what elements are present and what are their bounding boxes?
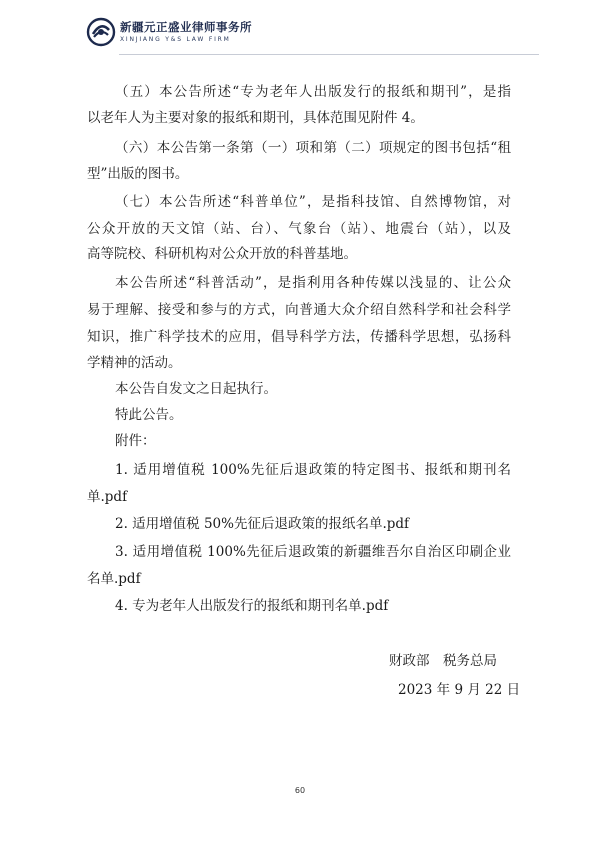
- firm-name-chinese: 新疆元正盛业律师事务所: [120, 20, 252, 34]
- issuing-authorities: 财政部 税务总局: [389, 653, 497, 669]
- header-divider: [119, 54, 539, 55]
- text-line: 以老年人为主要对象的报纸和期刊，具体范围见附件 4。: [87, 110, 424, 126]
- text-line: 本公告所述“科普活动”，是指利用各种传媒以浅显的、让公众: [115, 275, 511, 291]
- text-line: 附件：: [115, 433, 156, 449]
- text-line: （七）本公告所述“科普单位”，是指科技馆、自然博物馆，对: [115, 194, 511, 210]
- text-line: 本公告自发文之日起执行。: [115, 381, 277, 397]
- attachment-item[interactable]: 3. 适用增值税 100%先征后退政策的新疆维吾尔自治区印刷企业: [115, 544, 511, 560]
- letterhead: [86, 14, 526, 54]
- text-line: （五）本公告所述“专为老年人出版发行的报纸和期刊”，是指: [115, 84, 511, 100]
- attachment-item[interactable]: 1. 适用增值税 100%先征后退政策的特定图书、报纸和期刊名: [115, 462, 511, 478]
- page-number: 60: [294, 786, 306, 795]
- issue-date: 2023 年 9 月 22 日: [398, 682, 521, 698]
- firm-name-english: XINJIANG Y&S LAW FIRM: [120, 36, 231, 43]
- attachment-item[interactable]: 2. 适用增值税 50%先征后退政策的报纸名单.pdf: [115, 516, 410, 532]
- text-line: 学精神的活动。: [87, 355, 182, 371]
- text-line: 高等院校、科研机构对公众开放的科普基地。: [87, 246, 357, 262]
- text-line: 型”出版的图书。: [87, 166, 189, 182]
- text-line: 特此公告。: [115, 407, 183, 423]
- law-firm-logo-icon: [86, 17, 116, 47]
- text-line: 易于理解、接受和参与的方式，向普通大众介绍自然科学和社会科学: [87, 302, 511, 318]
- text-line: 公众开放的天文馆（站、台）、气象台（站）、地震台（站），以及: [87, 221, 511, 237]
- text-line: 知识，推广科学技术的应用，倡导科学方法，传播科学思想，弘扬科: [87, 329, 511, 345]
- attachment-item-continued[interactable]: 单.pdf: [87, 489, 128, 505]
- attachment-item-continued[interactable]: 名单.pdf: [87, 571, 141, 587]
- attachment-item[interactable]: 4. 专为老年人出版发行的报纸和期刊名单.pdf: [115, 598, 389, 614]
- text-line: （六）本公告第一条第（一）项和第（二）项规定的图书包括“租: [115, 140, 511, 156]
